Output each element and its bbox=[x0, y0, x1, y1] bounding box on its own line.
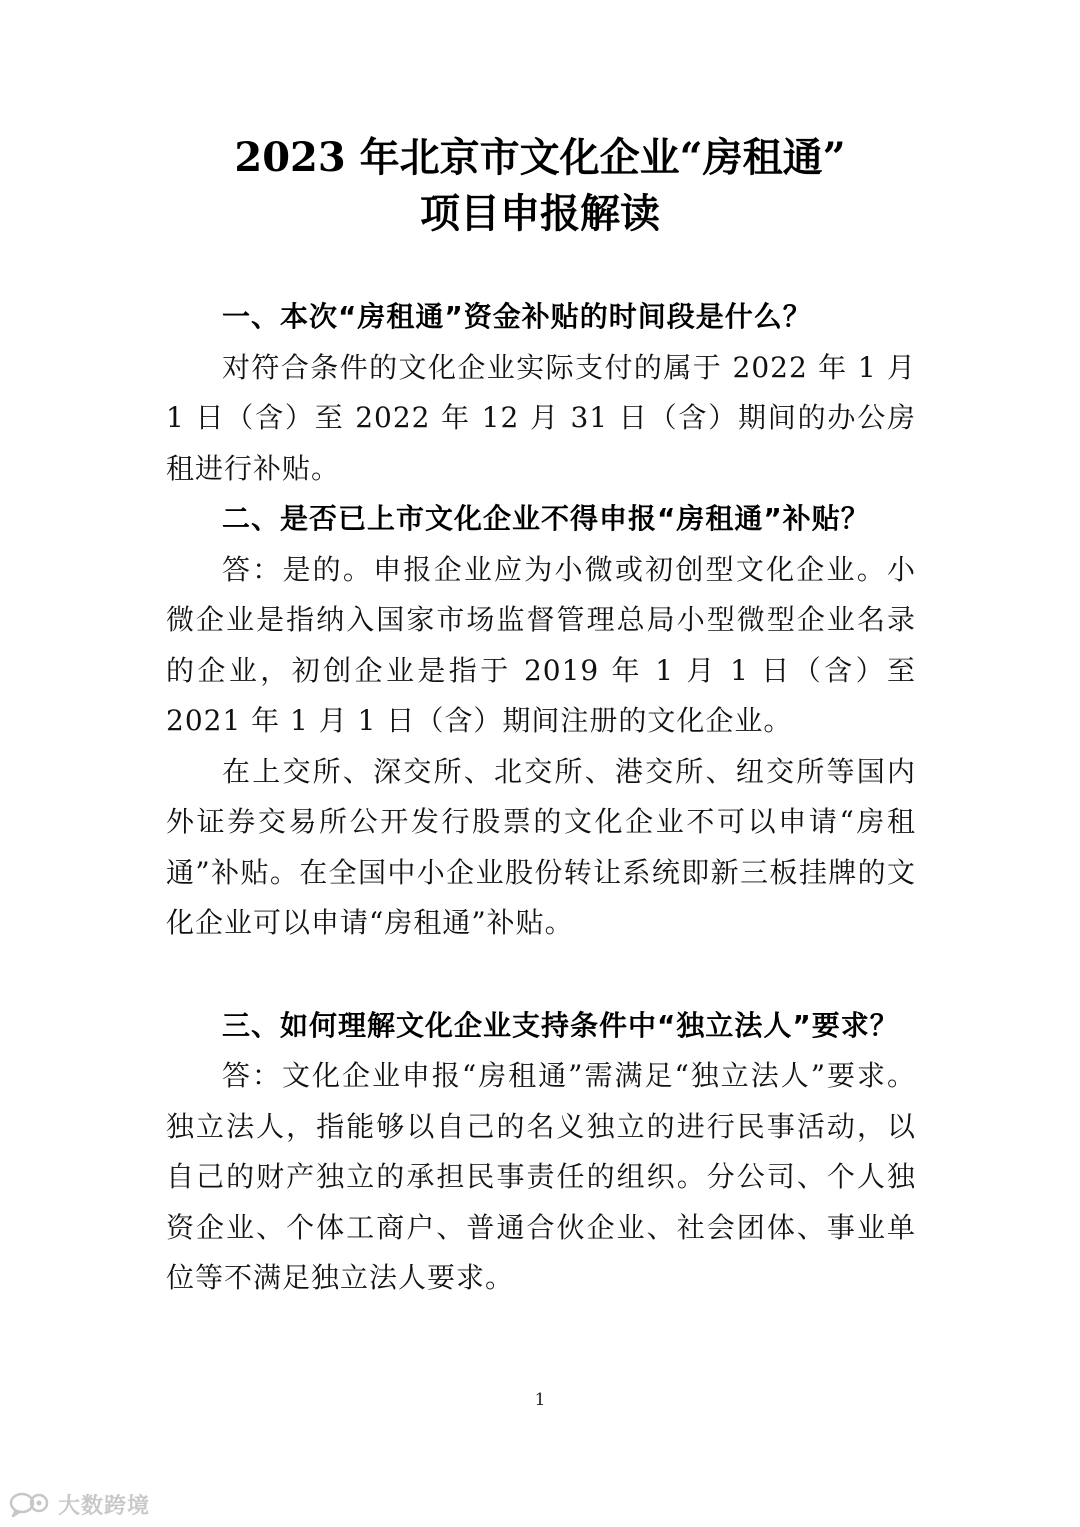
section-1-paragraph-1: 对符合条件的文化企业实际支付的属于 2022 年 1 月 1 日（含）至 2022 年 12 月 31 日（含）期间的办公房租进行补贴。 bbox=[166, 350, 916, 485]
chat-bubble-logo-icon bbox=[8, 1490, 52, 1518]
document-title-line-2: 项目申报解读 bbox=[420, 190, 660, 237]
section-3-paragraph-1: 答：文化企业申报“房租通”需满足“独立法人”要求。独立法人，指能够以自己的名义独立的进行民事活动，以自己的财产独立的承担民事责任的组织。分公司、个人独资企业、个体工商户、普通合伙企业、社会团体、事业单位等不满足独立法人要求。 bbox=[166, 1059, 916, 1294]
page-number: 1 bbox=[534, 1390, 546, 1410]
watermark-text: 大数跨境 bbox=[58, 1493, 151, 1519]
section-spacer bbox=[166, 949, 916, 1001]
section-2-paragraph-1: 答：是的。申报企业应为小微或初创型文化企业。小微企业是指纳入国家市场监督管理总局小型微型企业名录的企业，初创企业是指于 2019 年 1 月 1 日（含）至 2021 年 1 月 1 日（含）期间注册的文化企业。 bbox=[166, 552, 916, 737]
section-2-heading: 二、是否已上市文化企业不得申报“房租通”补贴？ bbox=[222, 502, 870, 535]
section-1-heading: 一、本次“房租通”资金补贴的时间段是什么？ bbox=[222, 300, 812, 333]
section-1 bbox=[166, 292, 916, 494]
section-2-paragraph-2: 在上交所、深交所、北交所、港交所、纽交所等国内外证券交易所公开发行股票的文化企业不可以申请“房租通”补贴。在全国中小企业股份转让系统即新三板挂牌的文化企业可以申请“房租通”补贴。 bbox=[166, 754, 916, 939]
section-2 bbox=[166, 494, 916, 949]
section-3-heading: 三、如何理解文化企业支持条件中“独立法人”要求？ bbox=[222, 1008, 899, 1042]
document-title-line-1: 2023 年北京市文化企业“房租通” bbox=[234, 134, 846, 181]
watermark bbox=[8, 1488, 150, 1520]
document-body bbox=[166, 292, 916, 1304]
section-3 bbox=[166, 1001, 916, 1304]
